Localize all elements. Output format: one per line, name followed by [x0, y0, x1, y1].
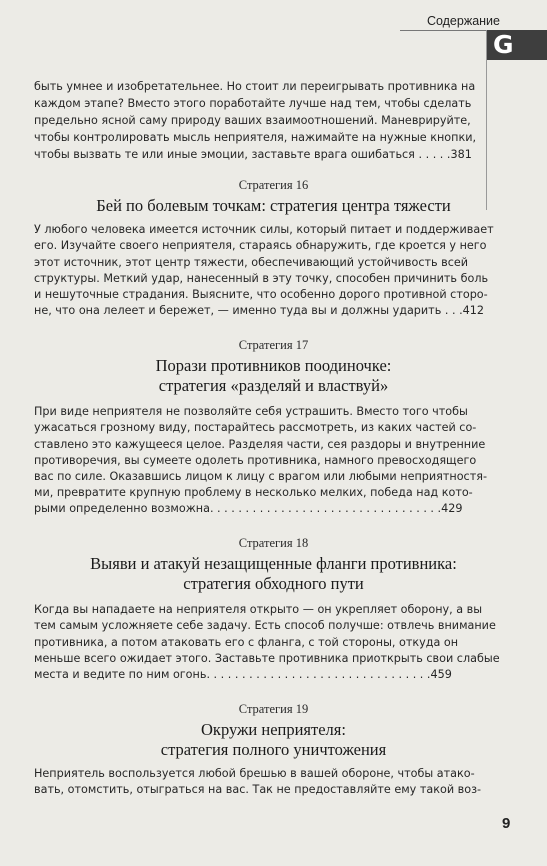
strategy-title: стратегия обходного пути [183, 574, 364, 593]
section-tab-letter: G [493, 30, 514, 59]
body-line: противоречия, вы сумеете одолеть противника, намного превосходящего [34, 454, 477, 467]
body-line: вас по силе. Оказавшись лицом к лицу с врагом или любыми неприятностя- [34, 470, 487, 483]
body-line: и нешуточные страдания. Выясните, что особенно дорого противной сторо- [34, 288, 488, 301]
body-line: У любого человека имеется источник силы, который питает и поддерживает [34, 223, 494, 236]
strategy-title: стратегия «разделяй и властвуй» [158, 376, 389, 395]
intro-line: предельно ясной саму природу ваших взаимоотношений. Маневрируйте, [34, 114, 471, 127]
body-line: противника, а потом атаковать его с фланга, с той стороны, откуда он [34, 636, 459, 649]
strategy-heading: Стратегия 17 [238, 338, 309, 352]
intro-line: каждом этапе? Вместо этого поработайте лучше над тем, чтобы сделать [34, 97, 472, 110]
intro-line: чтобы вызвать те или иные эмоции, заставьте врага ошибаться . . . . .381 [34, 148, 472, 161]
body-line: меньше всего ожидает этого. Заставьте противника приоткрыть свои слабые [34, 652, 500, 665]
body-line: тем самым усложняете себе задачу. Есть способ получше: отвлечь внимание [34, 619, 496, 632]
body-line: этот источник, этот центр тяжести, обеспечивающий устойчивость всей [34, 256, 469, 269]
body-line: вать, отомстить, отыграться на вас. Так не предоставляйте ему такой воз- [34, 783, 482, 796]
strategy-title: Выяви и атакуй незащищенные фланги противника: [90, 554, 457, 573]
section-tab [487, 30, 547, 60]
intro-line: чтобы контролировать мысль неприятеля, нажимайте на нужные кнопки, [34, 131, 477, 144]
body-line: ужасаться грозному виду, постарайтесь рассмотреть, из каких частей со- [34, 421, 477, 434]
header-title: Содержание [426, 14, 500, 28]
strategy-heading: Стратегия 19 [238, 702, 309, 716]
running-header [400, 0, 547, 59]
strategy-heading: Стратегия 18 [238, 536, 309, 550]
body-line: ставлено это кажущееся целое. Разделяя части, сея раздоры и внутренние [34, 438, 486, 451]
strategy-heading: Стратегия 16 [238, 178, 309, 192]
body-line: При виде неприятеля не позволяйте себя устрашить. Вместо того чтобы [34, 405, 468, 418]
strategy-title: стратегия полного уничтожения [160, 740, 387, 759]
strategy-title: Окружи неприятеля: [201, 720, 346, 739]
body-line: Неприятель воспользуется любой брешью в вашей обороне, чтобы атако- [34, 767, 475, 780]
body-line: структуры. Меткий удар, нанесенный в эту точку, способен причинить боль [34, 272, 489, 285]
body-line: Когда вы нападаете на неприятеля открыто — он укрепляет оборону, а вы [34, 603, 483, 616]
body-line: места и ведите по ним огонь. . . . . . . . . . . . . . . . . . . . . . . . . . . . . . . .459 [34, 668, 452, 681]
body-line: ми, превратите крупную проблему в несколько мелких, победа над кото- [34, 486, 473, 499]
intro-line: быть умнее и изобретательнее. Но стоит ли переигрывать противника на [34, 80, 476, 93]
body-line: его. Изучайте своего неприятеля, стараясь обнаружить, где кроется у него [34, 239, 487, 252]
strategy-title: Порази противников поодиночке: [155, 356, 392, 375]
body-line: рыми определенно возможна. . . . . . . . . . . . . . . . . . . . . . . . . . . . . . . . .429 [34, 502, 463, 515]
body-line: не, что она лелеет и бережет, — именно туда вы и должны ударить . . .412 [34, 304, 484, 317]
page-number: 9 [502, 815, 511, 832]
strategy-title: Бей по болевым точкам: стратегия центра тяжести [96, 196, 451, 215]
